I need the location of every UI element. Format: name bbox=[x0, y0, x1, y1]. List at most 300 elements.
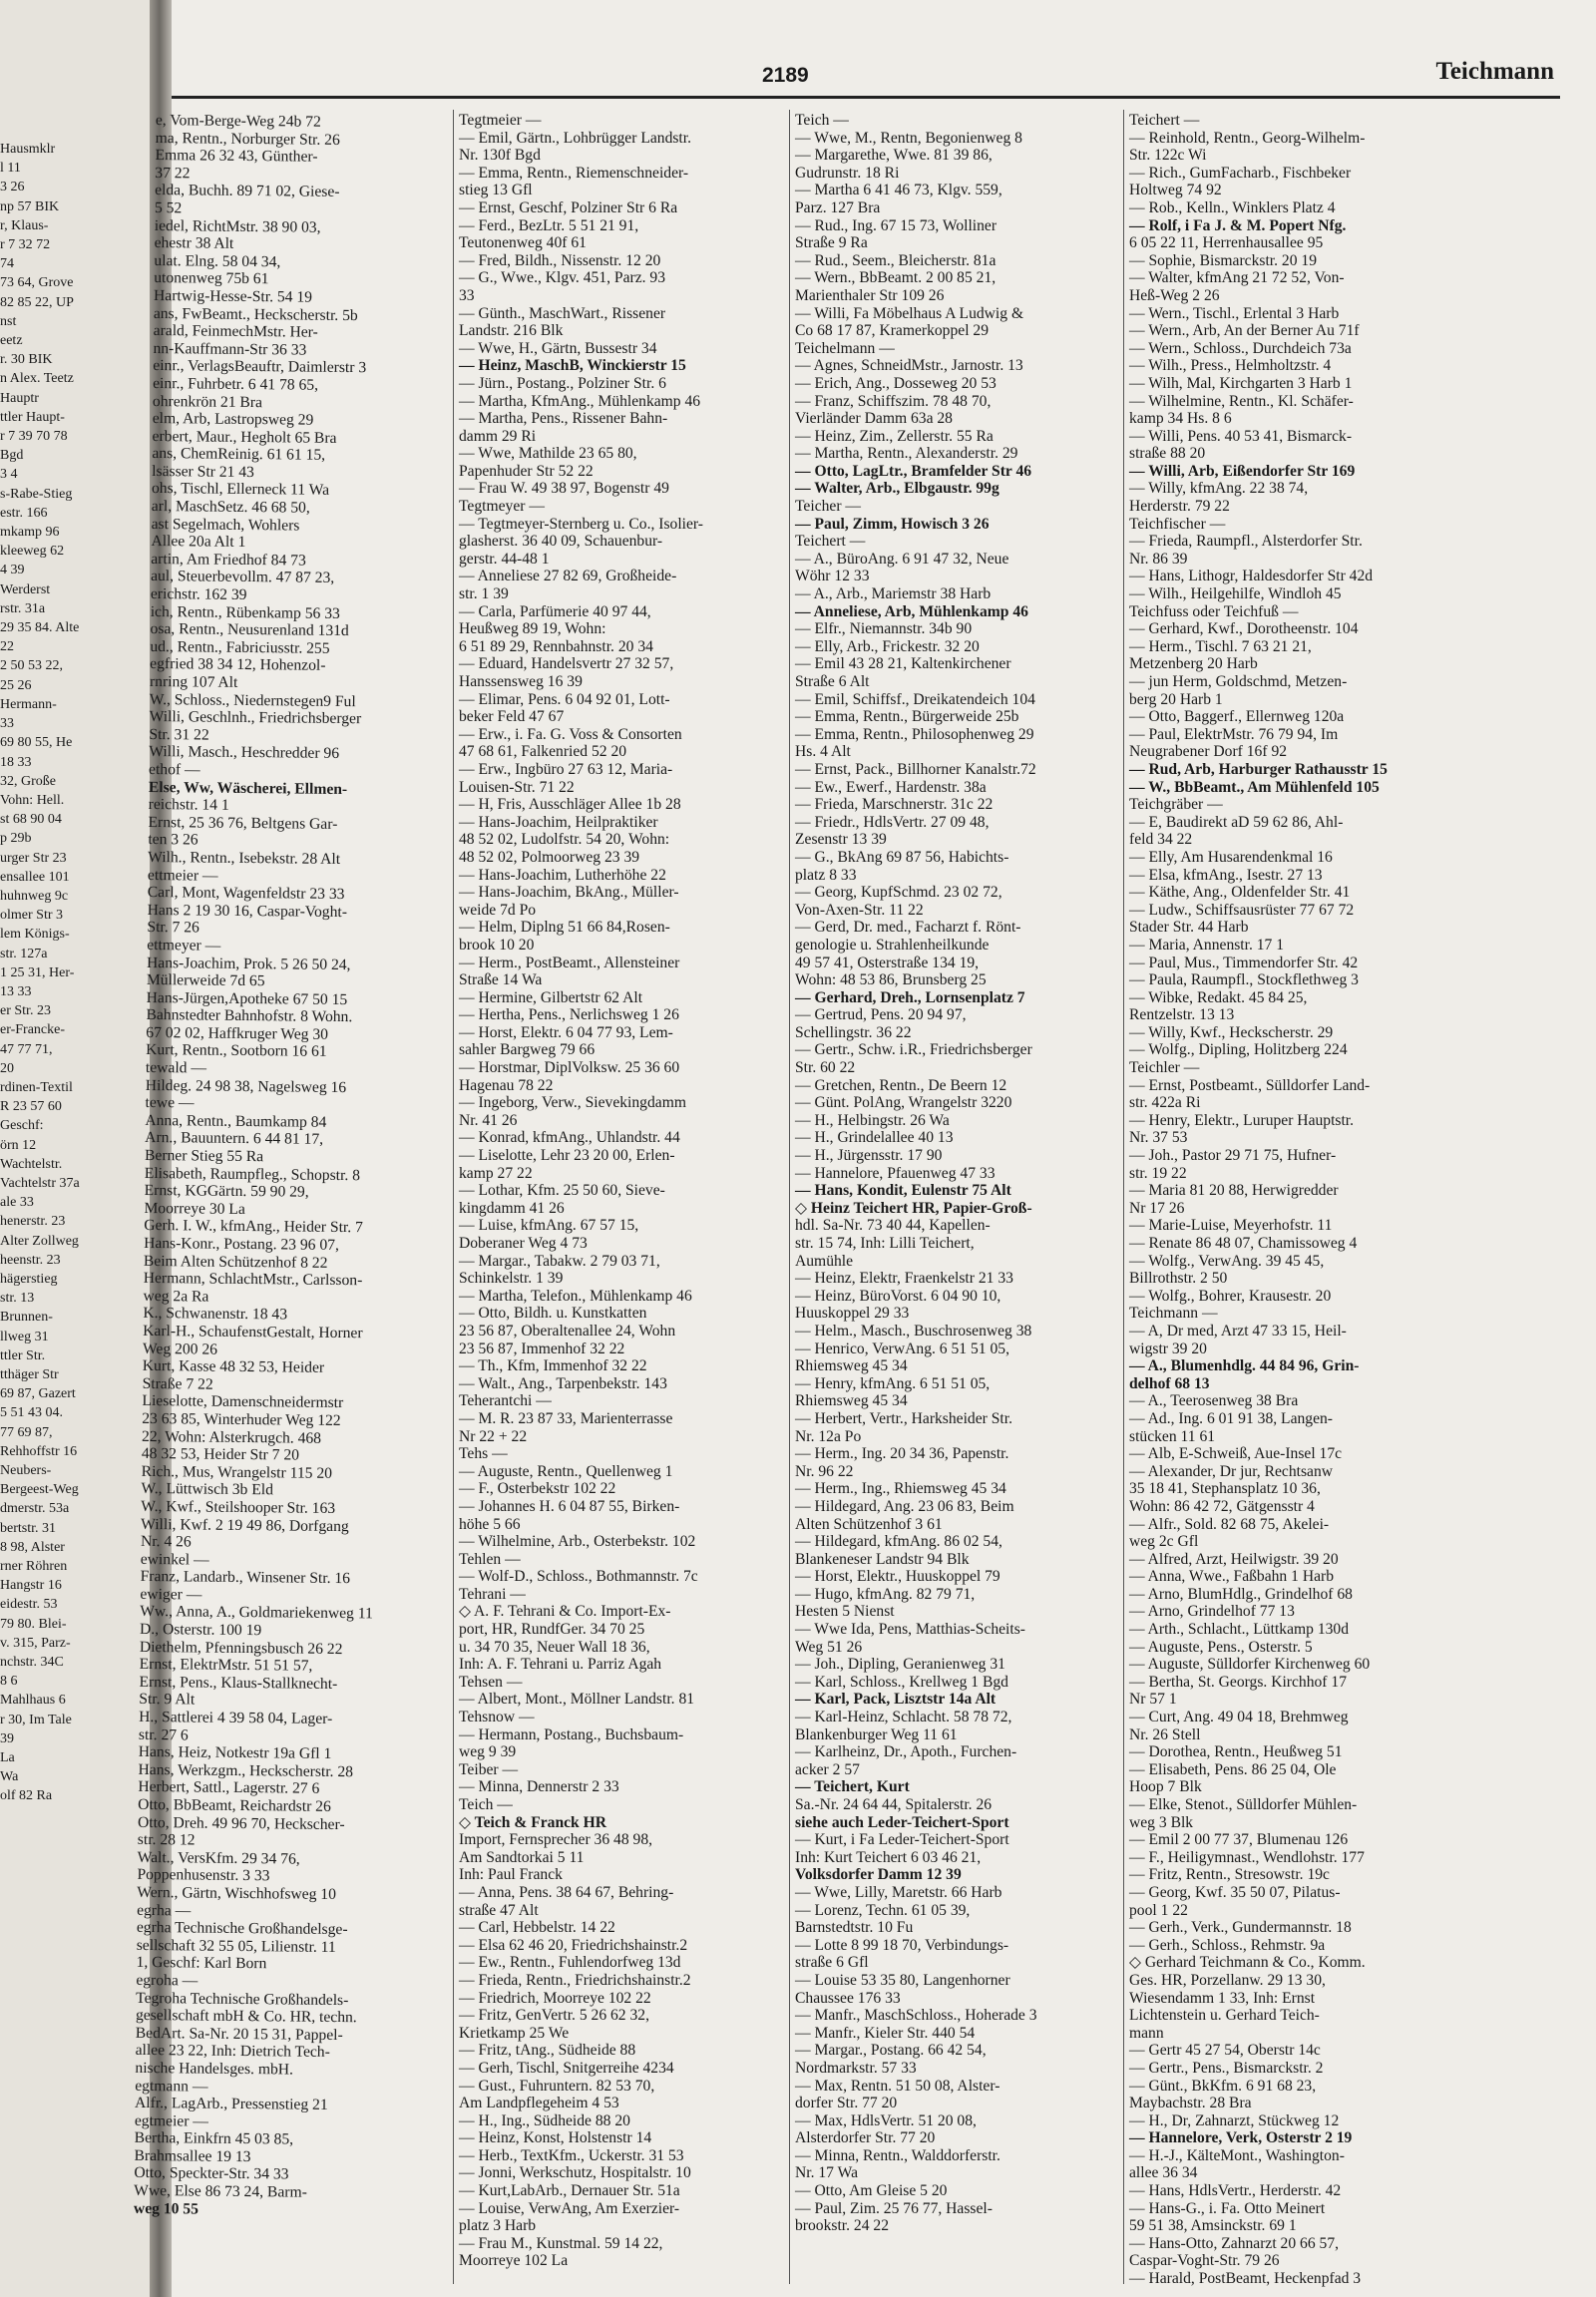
previous-page-fragment: st 68 90 04 bbox=[0, 812, 62, 828]
directory-entry: Stader Str. 44 Harb bbox=[1129, 919, 1249, 937]
directory-entry: tewe — bbox=[145, 1094, 195, 1112]
directory-entry: — Wolfg., VerwAng. 39 45 45, bbox=[1129, 1252, 1325, 1270]
directory-entry: — G., BkAng 69 87 56, Habichts- bbox=[795, 848, 1009, 866]
directory-column-1 bbox=[134, 112, 439, 2220]
directory-entry: kamp 27 22 bbox=[459, 1164, 533, 1182]
directory-entry: Straße 6 Alt bbox=[795, 673, 870, 690]
directory-entry: Nr. 86 39 bbox=[1129, 550, 1188, 568]
directory-entry: beker Feld 47 67 bbox=[459, 708, 565, 726]
directory-entry: einr., Fuhrbetr. 6 41 78 65, bbox=[153, 374, 319, 394]
directory-entry: nn-Kauffmann-Str 36 33 bbox=[153, 339, 307, 359]
previous-page-fragment: 73 64, Grove bbox=[0, 275, 74, 291]
previous-page-fragment: l 11 bbox=[0, 161, 21, 177]
directory-entry: — Emil 43 28 21, Kaltenkirchener bbox=[795, 655, 1011, 673]
directory-entry: ◇ Gerhard Teichmann & Co., Komm. bbox=[1129, 1954, 1366, 1972]
directory-entry: — Erw., i. Fa. G. Voss & Consorten bbox=[459, 725, 682, 743]
directory-entry: Tegtmeier — bbox=[459, 112, 542, 129]
directory-entry: — Alfr., Sold. 82 68 75, Akelei- bbox=[1129, 1515, 1330, 1533]
directory-entry: — Paul, ElektrMstr. 76 79 94, Im bbox=[1129, 725, 1339, 743]
directory-entry: Am Landpflegeheim 4 53 bbox=[459, 2095, 619, 2112]
directory-entry: Lieselotte, Damenschneidermstr bbox=[142, 1392, 344, 1412]
directory-entry: — Albert, Mont., Möllner Landstr. 81 bbox=[459, 1691, 695, 1709]
directory-entry: straße 88 20 bbox=[1129, 445, 1206, 463]
directory-page bbox=[133, 0, 1596, 2297]
previous-page-fragment: str. 127a bbox=[0, 946, 48, 961]
previous-page-fragment: 13 33 bbox=[0, 983, 32, 999]
directory-entry: Schinkelstr. 1 39 bbox=[459, 1270, 564, 1288]
directory-entry: Blankeneser Landstr 94 Blk bbox=[795, 1550, 970, 1568]
previous-page-fragment: r 7 32 72 bbox=[0, 237, 51, 253]
directory-entry: — Wern., Schloss., Durchdeich 73a bbox=[1129, 339, 1352, 357]
previous-page-fragment: rdinen-Textil bbox=[0, 1079, 73, 1095]
directory-entry: Moorreye 102 La bbox=[459, 2252, 569, 2270]
directory-entry: — Manfr., MaschSchloss., Hoherade 3 bbox=[795, 2007, 1037, 2025]
directory-entry: Inh: Kurt Teichert 6 03 46 21, bbox=[795, 1848, 982, 1866]
directory-entry: — Rud., Ing. 67 15 73, Wolliner bbox=[795, 216, 998, 234]
directory-entry: Landstr. 216 Blk bbox=[459, 322, 564, 340]
previous-page-text-fragments bbox=[0, 140, 150, 1806]
directory-entry: brookstr. 24 22 bbox=[795, 2217, 889, 2235]
directory-entry: Hoop 7 Blk bbox=[1129, 1778, 1202, 1796]
directory-entry: — Karlheinz, Dr., Apoth., Furchen- bbox=[795, 1743, 1017, 1761]
directory-entry: Tehlen — bbox=[459, 1550, 521, 1568]
directory-entry: Import, Fernsprecher 36 48 98, bbox=[459, 1831, 653, 1849]
directory-entry: — Frau M., Kunstmal. 59 14 22, bbox=[459, 2234, 663, 2252]
directory-entry: Lichtenstein u. Gerhard Teich- bbox=[1129, 2007, 1320, 2025]
directory-entry: Ernst, ElektrMstr. 51 51 57, bbox=[139, 1656, 313, 1675]
directory-entry: Teichfuss oder Teichfuß — bbox=[1129, 602, 1299, 620]
directory-entry: — A., Blumenhdlg. 44 84 96, Grin- bbox=[1129, 1357, 1360, 1375]
directory-entry: — Lorenz, Techn. 61 05 39, bbox=[795, 1901, 971, 1919]
directory-entry: Hanssensweg 16 39 bbox=[459, 673, 583, 690]
directory-entry: Nr. 130f Bgd bbox=[459, 147, 541, 165]
directory-entry: ohs, Tischl, Ellerneck 11 Wa bbox=[151, 480, 330, 500]
directory-entry: Hans-Konr., Postang. 23 96 07, bbox=[144, 1234, 339, 1254]
directory-entry: 23 56 87, Oberaltenallee 24, Wohn bbox=[459, 1322, 676, 1340]
directory-entry: — Wilh., Heilgehilfe, Windloh 45 bbox=[1129, 585, 1342, 603]
directory-entry: Billrothstr. 2 50 bbox=[1129, 1270, 1228, 1288]
directory-entry: — Luise, kfmAng. 67 57 15, bbox=[459, 1217, 639, 1235]
directory-entry: utonenweg 75b 61 bbox=[154, 269, 269, 288]
directory-entry: ◇ A. F. Tehrani & Co. Import-Ex- bbox=[459, 1603, 671, 1621]
directory-entry: ma, Rentn., Norburger Str. 26 bbox=[155, 129, 340, 149]
previous-page-fragment: kleeweg 62 bbox=[0, 544, 65, 560]
directory-entry: — Günth., MaschWart., Rissener bbox=[459, 304, 666, 322]
directory-entry: Teherantchi — bbox=[459, 1392, 552, 1410]
directory-entry: — Willi, Arb, Eißendorfer Str 169 bbox=[1129, 462, 1356, 480]
directory-entry: H., Sattlerei 4 39 58 04, Lager- bbox=[139, 1708, 333, 1727]
directory-entry: — Günt. PolAng, Wrangelstr 3220 bbox=[795, 1094, 1012, 1112]
directory-entry: — Paul, Mus., Timmendorfer Str. 42 bbox=[1129, 954, 1359, 971]
previous-page-fragment: urger Str 23 bbox=[0, 850, 67, 866]
directory-entry: ◇ Teich & Franck HR bbox=[459, 1813, 607, 1831]
directory-entry: — Gertr., Pens., Bismarckstr. 2 bbox=[1129, 2059, 1324, 2077]
directory-entry: platz 8 33 bbox=[795, 866, 857, 884]
directory-entry: Brahmsallee 19 13 bbox=[134, 2146, 251, 2165]
previous-page-fragment: Hangstr 16 bbox=[0, 1578, 62, 1594]
directory-entry: — Martha 6 41 46 73, Klgv. 559, bbox=[795, 182, 1002, 199]
directory-entry: — Walt., Ang., Tarpenbekstr. 143 bbox=[459, 1374, 667, 1392]
directory-entry: — Dorothea, Rentn., Heußweg 51 bbox=[1129, 1743, 1343, 1761]
directory-entry: — Louise 53 35 80, Langenhorner bbox=[795, 1971, 1010, 1989]
directory-entry: egroha — bbox=[136, 1971, 199, 1990]
previous-page-fragment: 33 bbox=[0, 716, 14, 732]
directory-entry: — Ingeborg, Verw., Sievekingdamm bbox=[459, 1094, 686, 1112]
directory-entry: 37 22 bbox=[155, 164, 191, 183]
directory-entry: Ernst, Pens., Klaus-Stallknecht- bbox=[139, 1673, 338, 1693]
directory-entry: — Hannelore, Pfauenweg 47 33 bbox=[795, 1164, 996, 1182]
directory-entry: — Gertrud, Pens. 20 94 97, bbox=[795, 1006, 967, 1024]
directory-entry: — Otto, Am Gleise 5 20 bbox=[795, 2182, 948, 2200]
directory-entry: — F., Heiligymnast., Wendlohstr. 177 bbox=[1129, 1848, 1365, 1866]
previous-page-fragment: Werderst bbox=[0, 581, 51, 597]
directory-entry: Teicher — bbox=[795, 498, 862, 516]
previous-page-fragment: huhnweg 9c bbox=[0, 888, 69, 904]
directory-entry: iedel, RichtMstr. 38 90 03, bbox=[154, 216, 321, 236]
previous-page-fragment: R 23 57 60 bbox=[0, 1099, 62, 1115]
directory-entry: — Wwe, Mathilde 23 65 80, bbox=[459, 445, 637, 463]
directory-entry: — Manfr., Kieler Str. 440 54 bbox=[795, 2024, 976, 2042]
directory-entry: — Gertr 45 27 54, Oberstr 14c bbox=[1129, 2042, 1321, 2060]
directory-entry: Else, Ww, Wäscherei, Ellmen- bbox=[148, 778, 348, 798]
directory-entry: Vierländer Damm 63a 28 bbox=[795, 410, 953, 428]
directory-entry: — Georg, Kwf. 35 50 07, Pilatus- bbox=[1129, 1883, 1341, 1901]
previous-page-fragment: 82 85 22, UP bbox=[0, 294, 74, 310]
directory-entry: Wiesendamm 1 33, Inh: Ernst bbox=[1129, 1989, 1316, 2007]
directory-entry: 47 68 61, Falkenried 52 20 bbox=[459, 743, 627, 761]
directory-entry: — Fred, Bildh., Nissenstr. 12 20 bbox=[459, 251, 661, 269]
previous-page-fragment: s-Rabe-Stieg bbox=[0, 486, 73, 502]
previous-page-fragment: p 29b bbox=[0, 831, 32, 847]
directory-entry: — Hildegard, kfmAng. 86 02 54, bbox=[795, 1533, 1002, 1551]
directory-entry: Tegtmeyer — bbox=[459, 498, 545, 516]
directory-entry: Teichler — bbox=[1129, 1059, 1200, 1077]
directory-entry: — Reinhold, Rentn., Georg-Wilhelm- bbox=[1129, 129, 1366, 147]
directory-entry: 22, Wohn: Alsterkrugch. 468 bbox=[142, 1427, 322, 1447]
directory-entry: — M. R. 23 87 33, Marienterrasse bbox=[459, 1409, 673, 1427]
running-head: Teichmann bbox=[1435, 58, 1554, 85]
directory-entry: Weg 200 26 bbox=[142, 1340, 218, 1358]
directory-entry: str. 27 6 bbox=[138, 1725, 189, 1744]
directory-entry: Tehs — bbox=[459, 1445, 508, 1463]
directory-entry: delhof 68 13 bbox=[1129, 1374, 1210, 1392]
previous-page-fragment: 69 87, Gazert bbox=[0, 1386, 76, 1402]
directory-entry: — Rud., Seem., Bleicherstr. 81a bbox=[795, 251, 997, 269]
directory-entry: — Martha, Pens., Rissener Bahn- bbox=[459, 410, 668, 428]
directory-entry: Gerh. I. W., kfmAng., Heider Str. 7 bbox=[144, 1217, 363, 1237]
directory-entry: — Hans, Lithogr, Haldesdorfer Str 42d bbox=[1129, 568, 1374, 585]
directory-entry: — Gerhard, Dreh., Lornsenplatz 7 bbox=[795, 988, 1025, 1006]
directory-entry: Str. 31 22 bbox=[149, 725, 209, 744]
directory-entry: — Ludw., Schiffsausrüster 77 67 72 bbox=[1129, 901, 1355, 919]
directory-entry: Rich., Mus, Wrangelstr 115 20 bbox=[141, 1462, 333, 1482]
directory-entry: Teich — bbox=[795, 112, 849, 129]
directory-entry: — Max, Rentn. 51 50 08, Alster- bbox=[795, 2077, 1000, 2095]
directory-entry: pool 1 22 bbox=[1129, 1901, 1188, 1919]
previous-page-fragment: olmer Str 3 bbox=[0, 908, 63, 924]
directory-entry: — Gust., Fuhruntern. 82 53 70, bbox=[459, 2077, 655, 2095]
directory-entry: Teichmann — bbox=[1129, 1305, 1218, 1323]
directory-entry: — Maria, Annenstr. 17 1 bbox=[1129, 936, 1285, 954]
directory-entry: 33 bbox=[459, 286, 475, 304]
directory-entry: Willi, Kwf. 2 19 49 86, Dorfgang bbox=[141, 1515, 349, 1535]
directory-entry: — Harald, PostBeamt, Heckenpfad 3 bbox=[1129, 2270, 1362, 2288]
directory-entry: — Herm., Ing. 20 34 36, Papenstr. bbox=[795, 1445, 1009, 1463]
directory-entry: — Emma, Rentn., Riemenschneider- bbox=[459, 164, 689, 182]
directory-entry: — Elly, Am Husarendenkmal 16 bbox=[1129, 848, 1333, 866]
directory-entry: Wöhr 12 33 bbox=[795, 568, 870, 585]
directory-entry: dorfer Str. 77 20 bbox=[795, 2095, 898, 2112]
directory-entry: — Ernst, Postbeamt., Sülldorfer Land- bbox=[1129, 1076, 1371, 1094]
directory-entry: Inh: A. F. Tehrani u. Parriz Agah bbox=[459, 1656, 662, 1674]
previous-page-fragment: Mahlhaus 6 bbox=[0, 1693, 66, 1709]
directory-entry: — Herb., TextKfm., Uckerstr. 31 53 bbox=[459, 2146, 684, 2164]
directory-entry: Hildeg. 24 98 38, Nagelsweg 16 bbox=[145, 1076, 347, 1096]
directory-entry: ast Segelmach, Wohlers bbox=[151, 515, 300, 535]
directory-entry: Schellingstr. 36 22 bbox=[795, 1023, 912, 1041]
directory-entry: — Hans-Joachim, Lutherhöhe 22 bbox=[459, 866, 666, 884]
directory-entry: ans, ChemReinig. 61 61 15, bbox=[152, 445, 326, 465]
directory-entry: Ww., Anna, A., Goldmariekenweg 11 bbox=[140, 1603, 373, 1623]
directory-entry: Nr 17 26 bbox=[1129, 1199, 1185, 1217]
directory-entry: — Martha, KfmAng., Mühlenkamp 46 bbox=[459, 392, 701, 410]
directory-entry: 67 02 02, Haffkruger Weg 30 bbox=[146, 1023, 329, 1043]
directory-entry: — Erich, Ang., Dosseweg 20 53 bbox=[795, 374, 997, 392]
directory-entry: — Hans-Otto, Zahnarzt 20 66 57, bbox=[1129, 2234, 1340, 2252]
directory-entry: Heußweg 89 19, Wohn: bbox=[459, 620, 606, 638]
previous-page-fragment: 1 25 31, Her- bbox=[0, 964, 75, 980]
directory-entry: Louisen-Str. 71 22 bbox=[459, 778, 575, 796]
directory-entry: Hs. 4 Alt bbox=[795, 743, 851, 761]
directory-entry: Weg 51 26 bbox=[795, 1638, 863, 1656]
directory-entry: Moorreye 30 La bbox=[144, 1199, 245, 1218]
directory-entry: Straße 7 22 bbox=[142, 1374, 213, 1393]
directory-entry: Straße 14 Wa bbox=[459, 971, 543, 989]
directory-entry: — A., Arb., Mariemstr 38 Harb bbox=[795, 585, 992, 603]
directory-entry: — Joh., Dipling, Geranienweg 31 bbox=[795, 1656, 1005, 1674]
directory-entry: — Ad., Ing. 6 01 91 38, Langen- bbox=[1129, 1409, 1333, 1427]
directory-entry: Kurt, Kasse 48 32 53, Heider bbox=[142, 1357, 325, 1376]
directory-entry: — Curt, Ang. 49 04 18, Brehmweg bbox=[1129, 1709, 1349, 1726]
directory-entry: — Louise, VerwAng, Am Exerzier- bbox=[459, 2199, 680, 2217]
previous-page-fragment: Vachtelstr 37a bbox=[0, 1175, 80, 1191]
previous-page-fragment: rner Röhren bbox=[0, 1559, 68, 1575]
directory-entry: — Heinz, Zim., Zellerstr. 55 Ra bbox=[795, 427, 994, 445]
directory-entry: D., Osterstr. 100 19 bbox=[139, 1620, 262, 1640]
directory-entry: — Auguste, Pens., Osterstr. 5 bbox=[1129, 1638, 1313, 1656]
directory-entry: Hans-Jürgen,Apotheke 67 50 15 bbox=[146, 988, 348, 1008]
directory-entry: — Hans-G., i. Fa. Otto Meinert bbox=[1129, 2199, 1326, 2217]
directory-entry: gerstr. 44-48 1 bbox=[459, 550, 550, 568]
directory-entry: Ernst, 25 36 76, Beltgens Gar- bbox=[148, 813, 338, 833]
directory-entry: — Johannes H. 6 04 87 55, Birken- bbox=[459, 1497, 680, 1515]
directory-entry: Willi, Masch., Heschredder 96 bbox=[149, 743, 340, 763]
directory-entry: — Hildegard, Ang. 23 06 83, Beim bbox=[795, 1497, 1014, 1515]
directory-entry: Teichert — bbox=[795, 533, 866, 551]
previous-page-fragment: estr. 166 bbox=[0, 505, 48, 521]
directory-entry: — Ernst, Geschf, Polziner Str 6 Ra bbox=[459, 198, 678, 216]
directory-entry: Rentzelstr. 13 13 bbox=[1129, 1006, 1235, 1024]
previous-page-fragment: olf 82 Ra bbox=[0, 1788, 53, 1804]
directory-entry: — Emil 2 00 77 37, Blumenau 126 bbox=[1129, 1831, 1349, 1849]
directory-column-3 bbox=[795, 112, 1136, 2235]
previous-page-fragment: r, Klaus- bbox=[0, 217, 49, 233]
directory-entry: weg 9 39 bbox=[459, 1743, 517, 1761]
previous-page-fragment: ale 33 bbox=[0, 1195, 34, 1211]
directory-entry: 35 18 41, Stephansplatz 10 36, bbox=[1129, 1480, 1321, 1498]
directory-entry: mann bbox=[1129, 2024, 1164, 2042]
directory-entry: — Hermine, Gilbertstr 62 Alt bbox=[459, 988, 643, 1006]
directory-entry: 23 63 85, Winterhuder Weg 122 bbox=[142, 1409, 341, 1429]
directory-entry: str. 28 12 bbox=[137, 1831, 196, 1849]
directory-entry: — Margar., Tabakw. 2 79 03 71, bbox=[459, 1252, 660, 1270]
directory-entry: — Walter, Arb., Elbgaustr. 99g bbox=[795, 480, 999, 498]
directory-entry: Teich — bbox=[459, 1796, 513, 1813]
directory-entry: Teichgräber — bbox=[1129, 796, 1223, 814]
page-number: 2189 bbox=[762, 64, 809, 87]
directory-entry: — Karl-Heinz, Schlacht. 58 78 72, bbox=[795, 1709, 1012, 1726]
directory-entry: Papenhuder Str 52 22 bbox=[459, 462, 594, 480]
directory-entry: — Margar., Postang. 66 42 54, bbox=[795, 2042, 987, 2060]
directory-entry: — Fritz, tAng., Südheide 88 bbox=[459, 2042, 636, 2060]
previous-page-fragment: Bgd bbox=[0, 448, 24, 464]
directory-entry: weg 2c Gfl bbox=[1129, 1533, 1199, 1551]
previous-page-fragment: str. 13 bbox=[0, 1291, 35, 1307]
directory-entry: — Herm., Tischl. 7 63 21 21, bbox=[1129, 637, 1312, 655]
directory-entry: str. 19 22 bbox=[1129, 1164, 1187, 1182]
directory-entry: — Anna, Wwe., Faßbahn 1 Harb bbox=[1129, 1568, 1334, 1586]
directory-entry: — Emma, Rentn., Philosophenweg 29 bbox=[795, 725, 1034, 743]
directory-entry: — Rob., Kelln., Winklers Platz 4 bbox=[1129, 198, 1336, 216]
directory-entry: Nr. 12a Po bbox=[795, 1427, 862, 1445]
directory-entry: lsässer Str 21 43 bbox=[152, 462, 254, 481]
directory-entry: — Henry, kfmAng. 6 51 51 05, bbox=[795, 1374, 991, 1392]
directory-entry: tewald — bbox=[145, 1059, 207, 1077]
directory-entry: — Ferd., BezLtr. 5 51 21 91, bbox=[459, 216, 639, 234]
directory-entry: — Elsa, kfmAng., Isestr. 27 13 bbox=[1129, 866, 1323, 884]
directory-entry: Huuskoppel 29 33 bbox=[795, 1305, 910, 1323]
directory-entry: — Willi, Fa Möbelhaus A Ludwig & bbox=[795, 304, 1024, 322]
directory-entry: Tehsnow — bbox=[459, 1709, 535, 1726]
directory-entry: — Elsa 62 46 20, Friedrichshainstr.2 bbox=[459, 1936, 688, 1954]
previous-page-fragment: 8 6 bbox=[0, 1674, 18, 1690]
directory-entry: — F., Osterbekstr 102 22 bbox=[459, 1480, 616, 1498]
directory-entry: weide 7d Po bbox=[459, 901, 537, 919]
directory-entry: — Teichert, Kurt bbox=[795, 1778, 910, 1796]
directory-entry: aul, Steuerbevollm. 47 87 23, bbox=[151, 568, 335, 587]
directory-entry: — Paul, Zim. 25 76 77, Hassel- bbox=[795, 2199, 993, 2217]
directory-entry: allee 36 34 bbox=[1129, 2164, 1198, 2182]
directory-entry: — Franz, Schiffszim. 78 48 70, bbox=[795, 392, 992, 410]
directory-entry: damm 29 Ri bbox=[459, 427, 537, 445]
directory-entry: Tegroha Technische Großhandels- bbox=[136, 1989, 349, 2009]
previous-page-fragment: Wachtelstr. bbox=[0, 1156, 63, 1172]
directory-entry: — Elimar, Pens. 6 04 92 01, Lott- bbox=[459, 690, 670, 708]
directory-entry: — Friedrich, Moorreye 102 22 bbox=[459, 1989, 651, 2007]
previous-page-fragment: Wa bbox=[0, 1769, 19, 1785]
directory-entry: — H., Helbingstr. 26 Wa bbox=[795, 1111, 950, 1129]
directory-entry: Wohn: 86 42 72, Gätgensstr 4 bbox=[1129, 1497, 1315, 1515]
directory-entry: — Otto, Bildh. u. Kunstkatten bbox=[459, 1305, 647, 1323]
directory-entry: — Anna, Pens. 38 64 67, Behring- bbox=[459, 1883, 674, 1901]
directory-entry: Carl, Mont, Wagenfeldstr 23 33 bbox=[147, 884, 345, 904]
directory-entry: — Emil, Gärtn., Lohbrügger Landstr. bbox=[459, 129, 691, 147]
directory-entry: — Rud, Arb, Harburger Rathausstr 15 bbox=[1129, 760, 1388, 778]
directory-entry: — Lothar, Kfm. 25 50 60, Sieve- bbox=[459, 1182, 665, 1200]
directory-entry: osa, Rentn., Neusurenland 131d bbox=[150, 620, 349, 640]
directory-entry: sellschaft 32 55 05, Lilienstr. 11 bbox=[136, 1936, 336, 1956]
directory-entry: ettmeyer — bbox=[147, 936, 221, 955]
previous-page-fragment: v. 315, Parz- bbox=[0, 1635, 71, 1651]
directory-entry: Walt., VersKfm. 29 34 76, bbox=[137, 1848, 300, 1868]
directory-entry: — Gerhard, Kwf., Dorotheenstr. 104 bbox=[1129, 620, 1359, 638]
directory-entry: glasherst. 36 40 09, Schauenbur- bbox=[459, 533, 663, 551]
directory-entry: — Karl, Pack, Lisztstr 14a Alt bbox=[795, 1691, 997, 1709]
directory-entry: ten 3 26 bbox=[148, 831, 199, 849]
directory-entry: — A., BüroAng. 6 91 47 32, Neue bbox=[795, 550, 1009, 568]
directory-entry: — Horstmar, DiplVolksw. 25 36 60 bbox=[459, 1059, 680, 1077]
directory-entry: — Wilhelmine, Rentn., Kl. Schäfer- bbox=[1129, 392, 1354, 410]
directory-entry: — Ew., Ewerf., Hardenstr. 38a bbox=[795, 778, 987, 796]
previous-page-fragment: Hausmklr bbox=[0, 142, 56, 157]
previous-page-fragment: henerstr. 23 bbox=[0, 1214, 66, 1230]
directory-entry: — Gertr., Schw. i.R., Friedrichsberger bbox=[795, 1041, 1032, 1059]
directory-entry: Wwe, Else 86 73 24, Barm- bbox=[134, 2181, 307, 2201]
directory-entry: Nr. 96 22 bbox=[795, 1462, 854, 1480]
directory-entry: — Arno, BlumHdlg., Grindelhof 68 bbox=[1129, 1585, 1353, 1603]
directory-entry: — Wern., Tischl., Erlental 3 Harb bbox=[1129, 304, 1340, 322]
directory-entry: Wern., Gärtn, Wischhofsweg 10 bbox=[137, 1883, 337, 1903]
directory-entry: W., Lüttwisch 3b Eld bbox=[141, 1480, 274, 1499]
directory-entry: ulat. Elng. 58 04 34, bbox=[154, 251, 281, 271]
directory-entry: — Martha, Telefon., Mühlenkamp 46 bbox=[459, 1287, 692, 1305]
previous-page-fragment: 39 bbox=[0, 1730, 14, 1746]
directory-entry: — Marie-Luise, Meyerhofstr. 11 bbox=[1129, 1217, 1333, 1235]
directory-entry: — Heinz, Elektr, Fraenkelstr 21 33 bbox=[795, 1270, 1013, 1288]
directory-entry: W., Kwf., Steilshooper Str. 163 bbox=[141, 1497, 336, 1517]
previous-page-fragment: 69 80 55, He bbox=[0, 735, 73, 751]
previous-page-fragment: r 30, Im Tale bbox=[0, 1712, 72, 1727]
directory-entry: ewiger — bbox=[140, 1585, 202, 1604]
directory-entry: ich, Rentn., Rübenkamp 56 33 bbox=[150, 602, 340, 622]
directory-entry: — Frieda, Raumpfl., Alsterdorfer Str. bbox=[1129, 533, 1363, 551]
directory-entry: — Alexander, Dr jur, Rechtsanw bbox=[1129, 1462, 1334, 1480]
directory-entry: — Hermann, Postang., Buchsbaum- bbox=[459, 1725, 684, 1743]
previous-page-fragment: 74 bbox=[0, 256, 14, 272]
previous-page-edge bbox=[0, 0, 150, 2297]
directory-entry: 49 57 41, Osterstraße 134 19, bbox=[795, 954, 980, 971]
directory-entry: berg 20 Harb 1 bbox=[1129, 690, 1223, 708]
directory-entry: 1, Geschf: Karl Born bbox=[136, 1954, 267, 1973]
directory-entry: artin, Am Friedhof 84 73 bbox=[151, 550, 306, 570]
directory-entry: Tehsen — bbox=[459, 1673, 523, 1691]
directory-entry: ◇ Heinz Teichert HR, Papier-Groß- bbox=[795, 1199, 1032, 1217]
directory-entry: — Margarethe, Wwe. 81 39 86, bbox=[795, 147, 993, 165]
directory-entry: kamp 34 Hs. 8 6 bbox=[1129, 410, 1232, 428]
directory-entry: Von-Axen-Str. 11 22 bbox=[795, 901, 924, 919]
directory-entry: Nr. 4 26 bbox=[140, 1533, 192, 1551]
directory-entry: — Elfr., Niemannstr. 34b 90 bbox=[795, 620, 973, 638]
directory-entry: — H, Fris, Ausschläger Allee 1b 28 bbox=[459, 796, 681, 814]
directory-entry: feld 34 22 bbox=[1129, 831, 1193, 849]
directory-entry: egtmeier — bbox=[134, 2111, 209, 2130]
previous-page-fragment: 32, Große bbox=[0, 773, 56, 789]
directory-entry: Wohn: 48 53 86, Brunsberg 25 bbox=[795, 971, 987, 989]
directory-entry: arl, MaschSetz. 46 68 50, bbox=[151, 498, 310, 517]
directory-entry: Bahnstedter Bahnhofstr. 8 Wohn. bbox=[146, 1006, 353, 1026]
directory-entry: — Wolf-D., Schloss., Bothmannstr. 7c bbox=[459, 1568, 698, 1586]
directory-entry: — H., Grindelallee 40 13 bbox=[795, 1129, 954, 1147]
